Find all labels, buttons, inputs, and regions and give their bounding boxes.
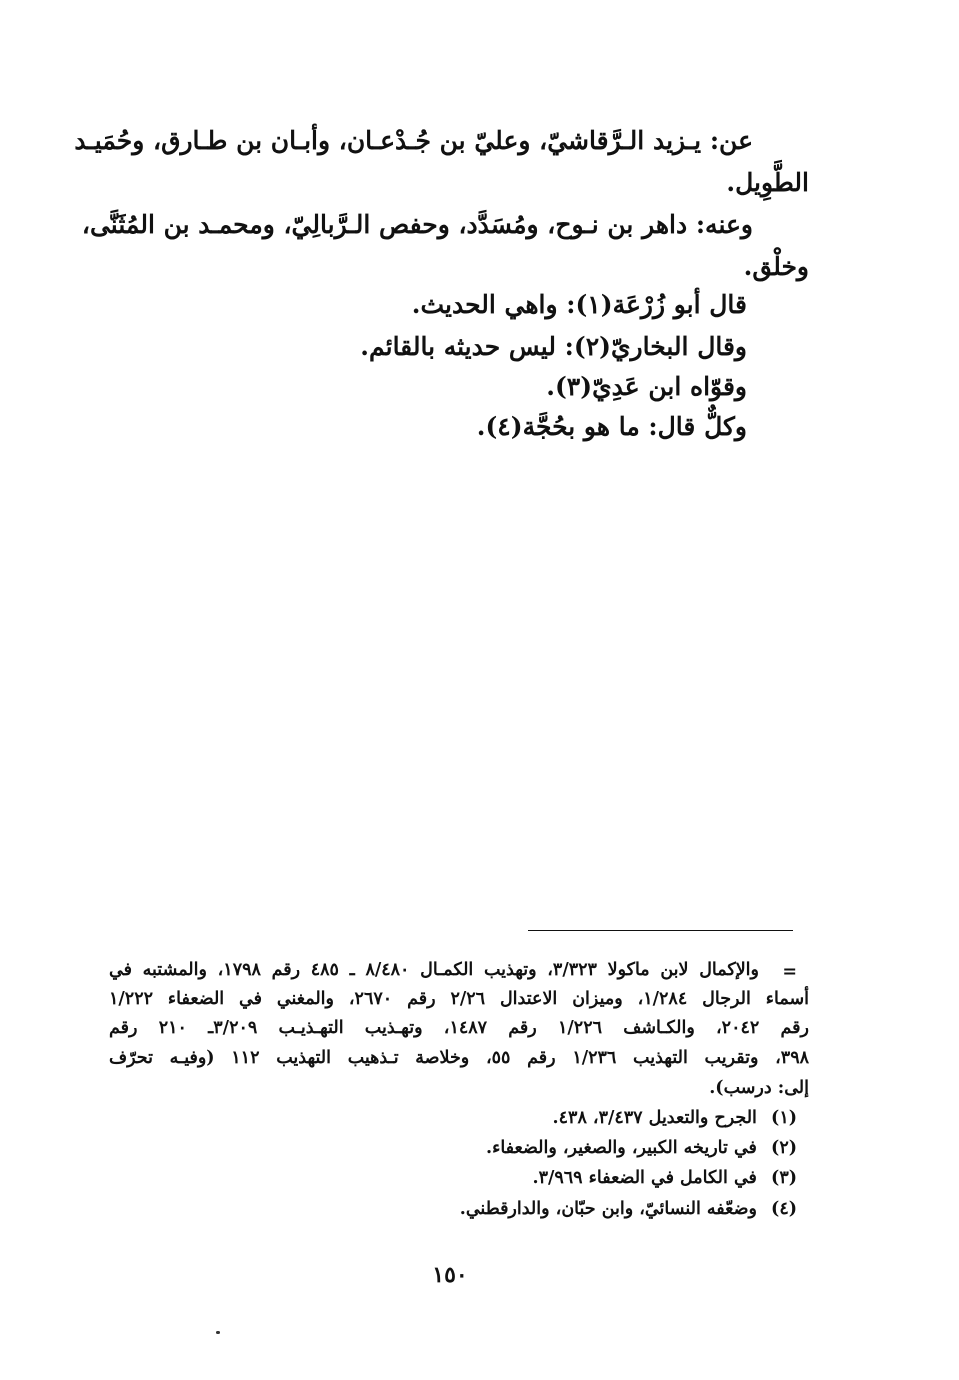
footnote-number: (٣)	[771, 1168, 797, 1188]
narrators-to-line-2: وخلْق.	[743, 252, 809, 281]
scan-speck	[216, 1331, 220, 1334]
footnote-number: (١)	[771, 1108, 797, 1128]
footnote-continuation-line: رقم ٢٠٤٢، والكـاشف ١/٢٢٦ رقم ١٤٨٧، وتهـذيب التهـذيـب ٣/٢٠٩ـ ٢١٠ رقم	[109, 1018, 809, 1038]
footnote-text: الجرح والتعديل ٣/٤٣٧، ٤٣٨.	[552, 1108, 757, 1128]
footnote-number: (٤)	[771, 1199, 797, 1219]
footnote-1	[553, 1108, 797, 1128]
footnote-text: في تاريخه الكبير، والصغير، والضعفاء.	[486, 1138, 757, 1158]
saying-ibn-adi: وقوّاه ابن عَدِيّ(٣).	[546, 372, 747, 401]
footnote-4	[460, 1199, 797, 1219]
page-number: ١٥٠	[432, 1262, 468, 1288]
saying-bukhari: وقال البخاريّ(٢): ليس حديثه بالقائم.	[360, 332, 747, 361]
saying-abu-zura: قال أبو زُرْعَة(١): واهي الحديث.	[411, 290, 747, 319]
footnote-2	[486, 1138, 797, 1158]
saying-everyone: وكلٌّ قال: ما هو بحُجَّة(٤).	[476, 412, 747, 441]
footnote-number: (٢)	[771, 1138, 797, 1158]
footnote-continuation-line: إلى: درسب).	[709, 1078, 809, 1098]
narrators-to-text: وعنه: داهر بن نـوح، ومُسَدَّد، وحفص الـرَّبالِيّ، ومحمـد بن المُثَنَّى،	[81, 210, 753, 239]
footnote-text: وضعّفه النسائيّ، وابن حبّان، والدارقطني.	[459, 1199, 757, 1219]
footnote-continuation-line: أسماء الرجال ١/٢٨٤، وميزان الاعتدال ٢/٢٦ رقم ٢٦٧٠، والمغني في الضعفاء ١/٢٢٢	[109, 989, 809, 1009]
footnote-continuation-marker: =	[782, 962, 797, 982]
narrators-to-line-1	[81, 210, 753, 239]
footnote-separator	[528, 930, 793, 931]
narrators-from-text: عن: يـزيد الـرَّقاشيّ، وعليّ بن جُـدْعـان، وأبـان بن طـارق، وحُمَيـد	[74, 126, 753, 155]
footnote-continuation-line: والإكمال لابن ماكولا ٣/٣٢٣، وتهذيب الكمـال ٨/٤٨٠ ـ ٤٨٥ رقم ١٧٩٨، والمشتبه في	[109, 960, 759, 980]
footnote-text: في الكامل في الضعفاء ٣/٩٦٩.	[532, 1168, 757, 1188]
narrators-from-line-2: الطَّوِيل.	[726, 168, 809, 197]
footnote-3	[532, 1168, 797, 1188]
footnote-continuation-line: ٣٩٨، وتقريب التهذيب ١/٢٣٦ رقم ٥٥، وخلاصة تـذهيب التهذيب ١١٢ (وفيـه تحرّف	[109, 1048, 809, 1068]
narrators-from-line-1	[74, 126, 753, 155]
